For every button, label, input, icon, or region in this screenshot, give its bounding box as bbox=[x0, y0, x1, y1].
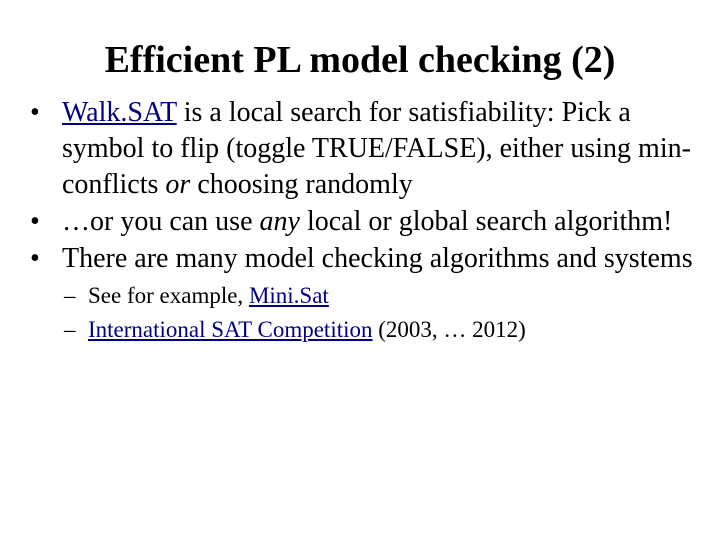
bullet-text: is a local search for satisfiability: Pick a symbol to flip (toggle TRUE/FALSE), either using min-conflicts bbox=[62, 97, 691, 200]
walksat-link[interactable]: Walk.SAT bbox=[62, 97, 177, 128]
bullet-walksat bbox=[24, 95, 704, 203]
subbullet-minisat bbox=[24, 281, 704, 311]
sat-competition-link[interactable]: International SAT Competition bbox=[88, 317, 373, 342]
bullet-text-tail: choosing randomly bbox=[190, 169, 413, 200]
bullet-text-tail: local or global search algorithm! bbox=[299, 206, 673, 237]
slide-title: Efficient PL model checking (2) bbox=[104, 39, 616, 81]
subbullet-text-tail: (2003, … 2012) bbox=[372, 317, 526, 342]
bullet-marker: • bbox=[30, 97, 40, 128]
bullet-any-search bbox=[24, 204, 704, 240]
bullet-many-systems bbox=[24, 241, 704, 277]
subbullet-marker: – bbox=[64, 317, 76, 342]
bullet-text: There are many model checking algorithms and systems bbox=[62, 243, 693, 274]
subbullet-marker: – bbox=[64, 283, 76, 308]
emphasis-text: any bbox=[259, 206, 300, 237]
subbullet-sat-competition bbox=[24, 315, 704, 345]
slide-content bbox=[24, 95, 704, 345]
bullet-marker: • bbox=[30, 243, 40, 274]
subbullet-text: See for example, bbox=[88, 283, 249, 308]
bullet-text: …or you can use bbox=[62, 206, 260, 237]
bullet-marker: • bbox=[30, 206, 40, 237]
minisat-link[interactable]: Mini.Sat bbox=[248, 283, 329, 308]
emphasis-text: or bbox=[165, 169, 191, 200]
